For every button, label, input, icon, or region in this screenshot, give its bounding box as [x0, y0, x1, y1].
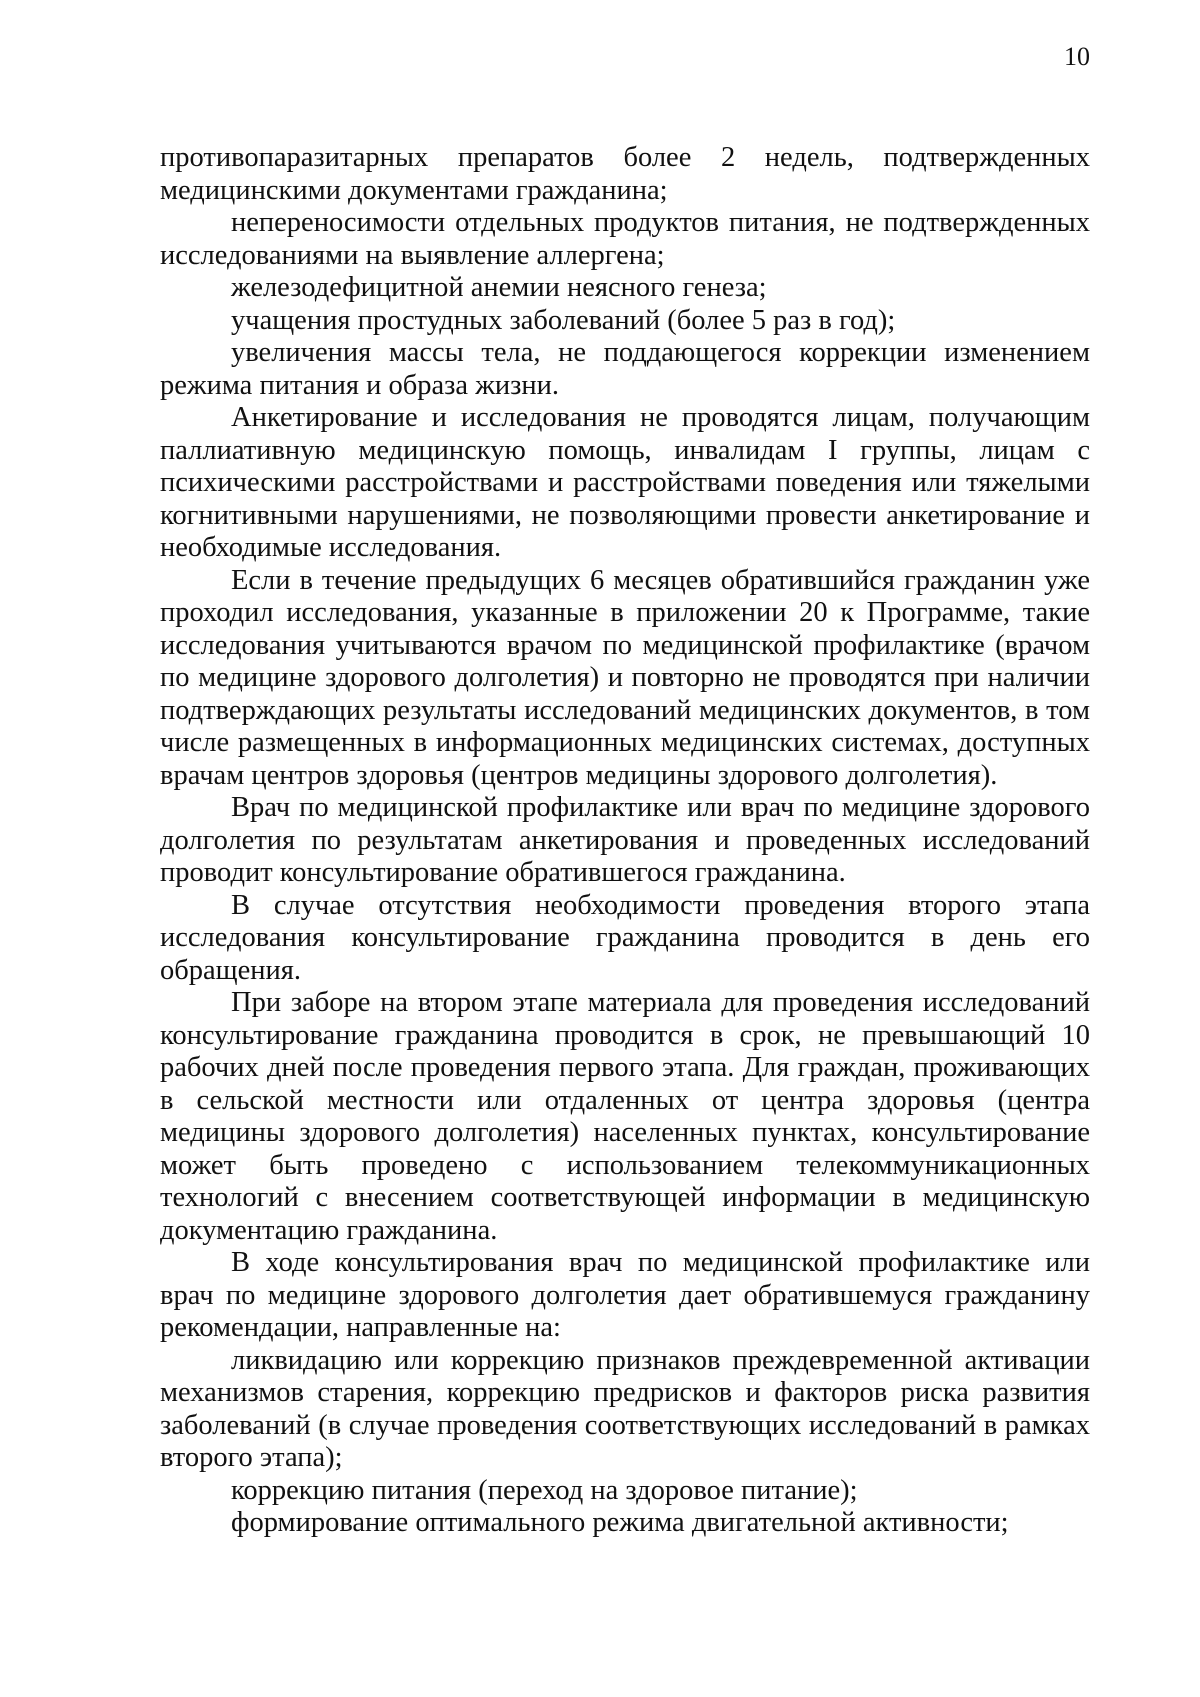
paragraph: В ходе консультирования врач по медицинской профилактике или врач по медицине здорового долголетия дает обратившемуся гражданину рекомендации, направленные на: [160, 1247, 1090, 1343]
paragraph: коррекцию питания (переход на здоровое питание); [231, 1474, 858, 1506]
paragraph: ликвидацию или коррекцию признаков преждевременной активации механизмов старения, коррекцию предрисков и факторов риска развития заболеваний (в случае проведения соответствующих исследований в рамках второго этапа); [160, 1344, 1090, 1473]
paragraph: Если в течение предыдущих 6 месяцев обратившийся гражданин уже проходил исследования, указанные в приложении 20 к Программе, такие исследования учитываются врачом по медицинской профилактике (врачом по медицине здорового долголетия) и повторно не проводятся при наличии подтверждающих результаты исследований медицинских документов, в том числе размещенных в информационных медицинских системах, доступных врачам центров здоровья (центров медицины здорового долголетия). [160, 564, 1090, 791]
paragraph: железодефицитной анемии неясного генеза; [231, 272, 767, 303]
paragraph: увеличения массы тела, не поддающегося коррекции изменением режима питания и образа жизни. [160, 337, 1090, 401]
page-number: 10 [1064, 42, 1090, 71]
paragraph: непереносимости отдельных продуктов питания, не подтвержденных исследованиями на выявление аллергена; [160, 207, 1090, 271]
document-body [160, 142, 1090, 1540]
paragraph: формирование оптимального режима двигательной активности; [231, 1507, 1009, 1538]
paragraph: Врач по медицинской профилактике или врач по медицине здорового долголетия по результатам анкетирования и проведенных исследований проводит консультирование обратившегося гражданина. [160, 792, 1090, 888]
paragraph: При заборе на втором этапе материала для проведения исследований консультирование гражданина проводится в срок, не превышающий 10 рабочих дней после проведения первого этапа. Для граждан, проживающих в сельской местности или отдаленных от центра здоровья (центра медицины здорового долголетия) населенных пунктах, консультирование может быть проведено с использованием телекоммуникационных технологий с внесением соответствующей информации в медицинскую документацию гражданина. [160, 987, 1090, 1246]
paragraph: Анкетирование и исследования не проводятся лицам, получающим паллиативную медицинскую помощь, инвалидам I группы, лицам с психическими расстройствами и расстройствами поведения или тяжелыми когнитивными нарушениями, не позволяющими провести анкетирование и необходимые исследования. [160, 402, 1090, 563]
paragraph: В случае отсутствия необходимости проведения второго этапа исследования консультирование гражданина проводится в день его обращения. [160, 889, 1090, 986]
paragraph: учащения простудных заболеваний (более 5 раз в год); [231, 304, 896, 336]
paragraph: противопаразитарных препаратов более 2 недель, подтвержденных медицинскими документами гражданина; [160, 142, 1090, 206]
